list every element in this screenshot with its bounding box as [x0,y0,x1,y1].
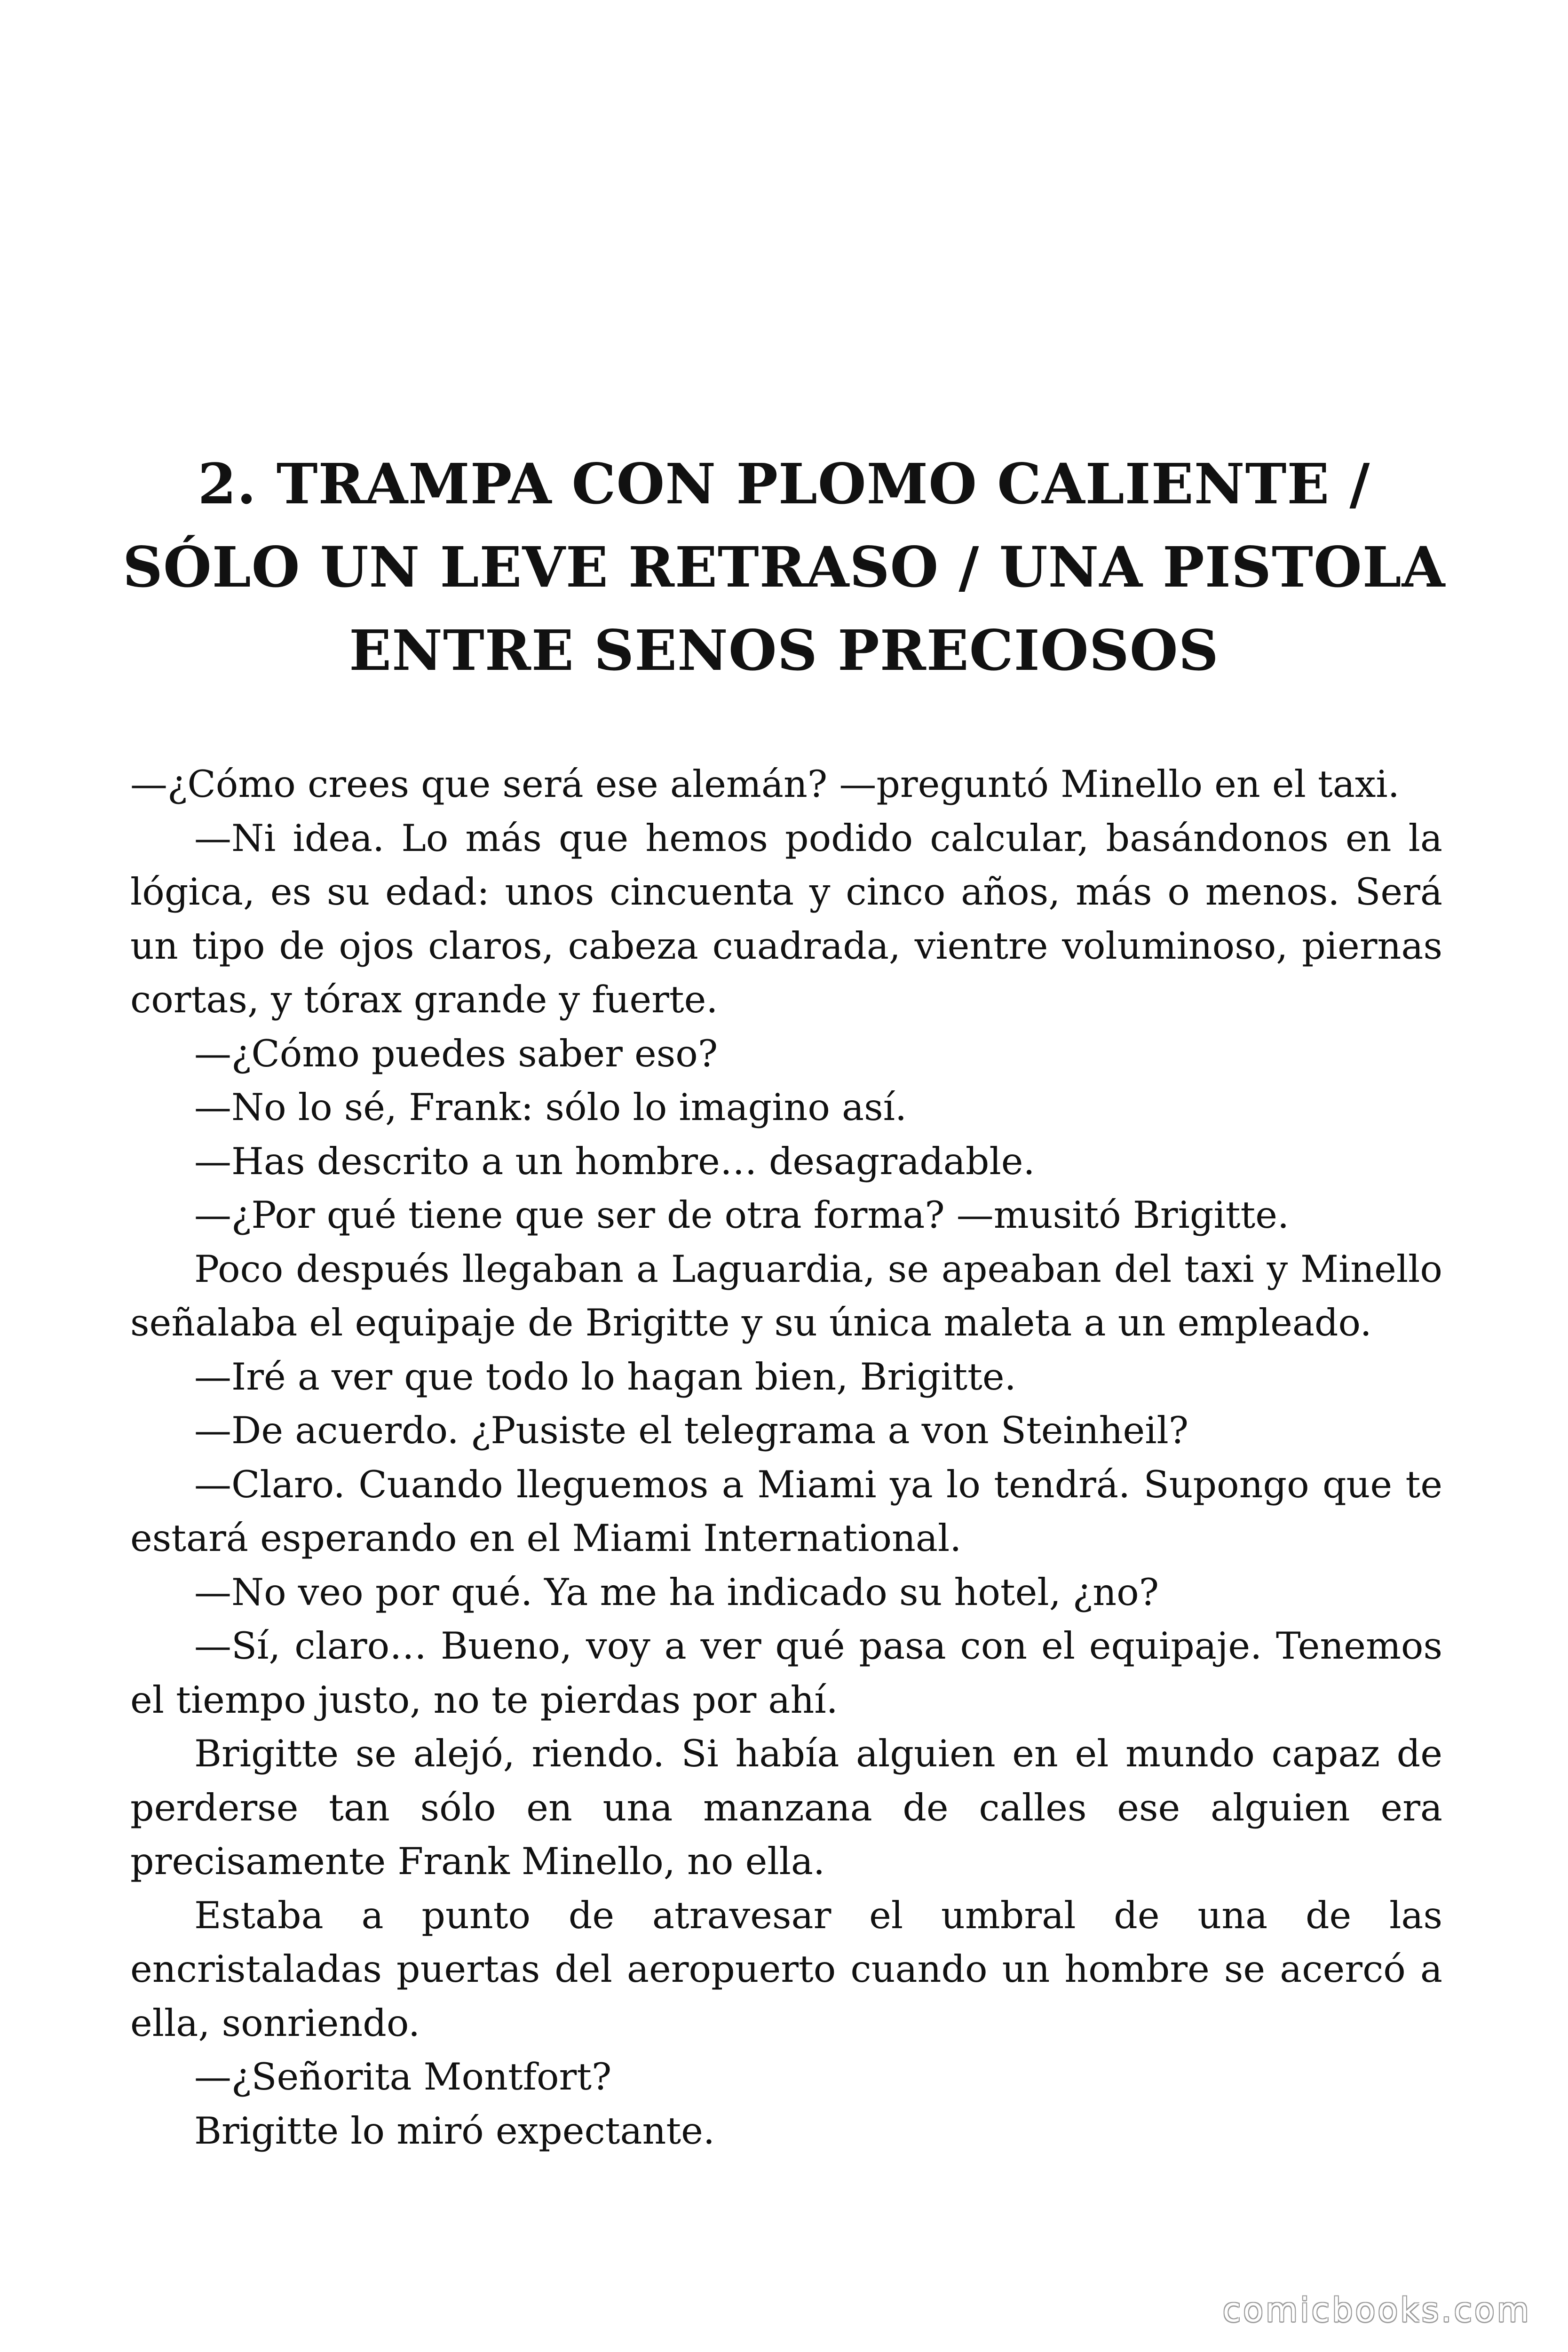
paragraph: Poco después llegaban a Laguardia, se apeaban del taxi y Minello señalaba el equipaje de Brigitte y su única maleta a un empleado. [130,1247,1442,1344]
paragraph: —¿Cómo puedes saber eso? [194,1032,718,1075]
paragraph: —Iré a ver que todo lo hagan bien, Brigitte. [194,1355,1016,1398]
paragraph: —No veo por qué. Ya me ha indicado su hotel, ¿no? [194,1570,1159,1614]
chapter-heading-line-3: ENTRE SENOS PRECIOSOS [349,618,1219,683]
paragraph: —¿Por qué tiene que ser de otra forma? —musitó Brigitte. [194,1193,1290,1237]
chapter-heading-line-2: SÓLO UN LEVE RETRASO / UNA PISTOLA [122,534,1446,600]
paragraph: —Has descrito a un hombre… desagradable. [194,1139,1035,1183]
paragraph: Brigitte se alejó, riendo. Si había alguien en el mundo capaz de perderse tan sólo en una manzana de calles ese alguien era precisamente Frank Minello, no ella. [130,1732,1442,1883]
chapter-heading-line-1: 2. TRAMPA CON PLOMO CALIENTE / [198,451,1370,516]
paragraph: Estaba a punto de atravesar el umbral de una de las encristaladas puertas del aeropuerto cuando un hombre se acercó a ella, sonriendo. [130,1893,1442,2045]
paragraph: —De acuerdo. ¿Pusiste el telegrama a von Steinheil? [194,1409,1189,1452]
paragraph: —Ni idea. Lo más que hemos podido calcular, basándonos en la lógica, es su edad: unos cincuenta y cinco años, más o menos. Será un tipo de ojos claros, cabeza cuadrada, vientre voluminoso, piernas cortas, y tórax grande y fuerte. [130,816,1442,1021]
watermark: comicbooks.com [1222,2291,1531,2329]
paragraph: Brigitte lo miró expectante. [194,2109,715,2153]
paragraph: —No lo sé, Frank: sólo lo imagino así. [194,1086,907,1129]
paragraph: —Sí, claro… Bueno, voy a ver qué pasa con el equipaje. Tenemos el tiempo justo, no te pierdas por ahí. [130,1624,1442,1722]
paragraph: —¿Señorita Montfort? [194,2055,612,2098]
paragraph: —Claro. Cuando lleguemos a Miami ya lo tendrá. Supongo que te estará esperando en el Miami International. [130,1462,1442,1560]
paragraph: —¿Cómo crees que será ese alemán? —preguntó Minello en el taxi. [130,763,1400,806]
chapter-body [130,757,1442,2158]
chapter-heading [118,442,1450,692]
